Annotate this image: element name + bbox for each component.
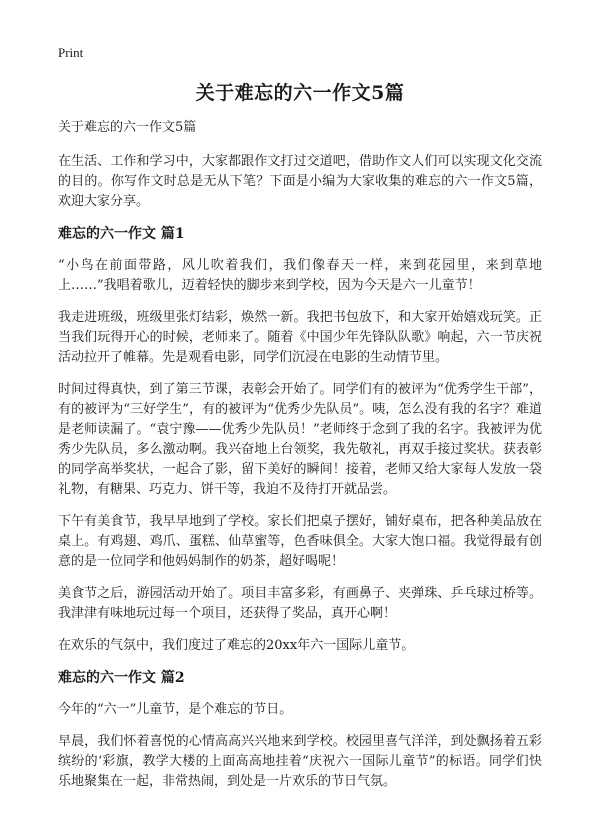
document-content — [58, 118, 542, 804]
section-2-paragraph: 早晨，我们怀着喜悦的心情高高兴兴地来到学校。校园里喜气洋洋，到处飘扬着五彩缤纷的‘彩旗，教学大楼的上面高高地挂着“庆祝六一国际儿童节”的标语。同学们快乐地聚集在一起，非常热闹，到处是一片欢乐的节日气氛。 — [58, 734, 542, 789]
section-1-paragraph: 美食节之后，游园活动开始了。项目丰富多彩，有画鼻子、夹弹珠、乒乓球过桥等。我津津有味地玩过每一个项目，还获得了奖品，真开心啊！ — [58, 586, 542, 621]
section-2-heading: 难忘的六一作文 篇2 — [58, 670, 185, 686]
print-link[interactable]: Print — [58, 45, 84, 60]
section-1-paragraph: 时间过得真快，到了第三节课，表彰会开始了。同学们有的被评为“优秀学生干部”，有的被评为“三好学生”，有的被评为“优秀少先队员”。咦，怎么没有我的名字？难道是老师读漏了。“袁宁豫——优秀少先队员！”老师终于念到了我的名字。我被评为优秀少先队员，多么激动啊。我兴奋地上台领奖，我先敬礼，再双手接过奖状。获表彰的同学高举奖状，一起合了影，留下美好的瞬间！接着，老师又给大家每人发放一袋礼物，有糖果、巧克力、饼干等，我迫不及待打开就品尝。 — [58, 382, 542, 497]
intro-paragraph: 在生活、工作和学习中，大家都跟作文打过交道吧，借助作文人们可以实现文化交流的目的。你写作文时总是无从下笔？下面是小编为大家收集的难忘的六一作文5篇，欢迎大家分享。 — [58, 154, 542, 209]
section-1-paragraph: 在欢乐的气氛中，我们度过了难忘的20xx年六一国际儿童节。 — [58, 638, 415, 653]
section-1-paragraph: 我走进班级，班级里张灯结彩，焕然一新。我把书包放下，和大家开始嬉戏玩笑。正当我们玩得开心的时候，老师来了。随着《中国少年先锋队队歌》响起，六一节庆祝活动拉开了帷幕。先是观看电影，同学们沉浸在电影的生动情节里。 — [58, 310, 542, 365]
section-2-paragraph: 今年的“六一”儿童节，是个难忘的节日。 — [58, 702, 293, 717]
section-1-paragraph: “小鸟在前面带路，风儿吹着我们，我们像春天一样，来到花园里，来到草地上……”我唱着歌儿，迈着轻快的脚步来到学校，因为今天是六一儿童节！ — [58, 258, 542, 293]
section-1-paragraph: 下午有美食节，我早早地到了学校。家长们把桌子摆好，铺好桌布，把各种美品放在桌上。有鸡翅、鸡爪、蛋糕、仙草蜜等，色香味俱全。大家大饱口福。我觉得最有创意的是一位同学和他妈妈制作的奶茶，超好喝呢！ — [58, 514, 542, 569]
document-title: 关于难忘的六一作文5篇 — [195, 82, 405, 104]
document-subtitle: 关于难忘的六一作文5篇 — [58, 120, 197, 135]
section-1-heading: 难忘的六一作文 篇1 — [58, 226, 185, 242]
